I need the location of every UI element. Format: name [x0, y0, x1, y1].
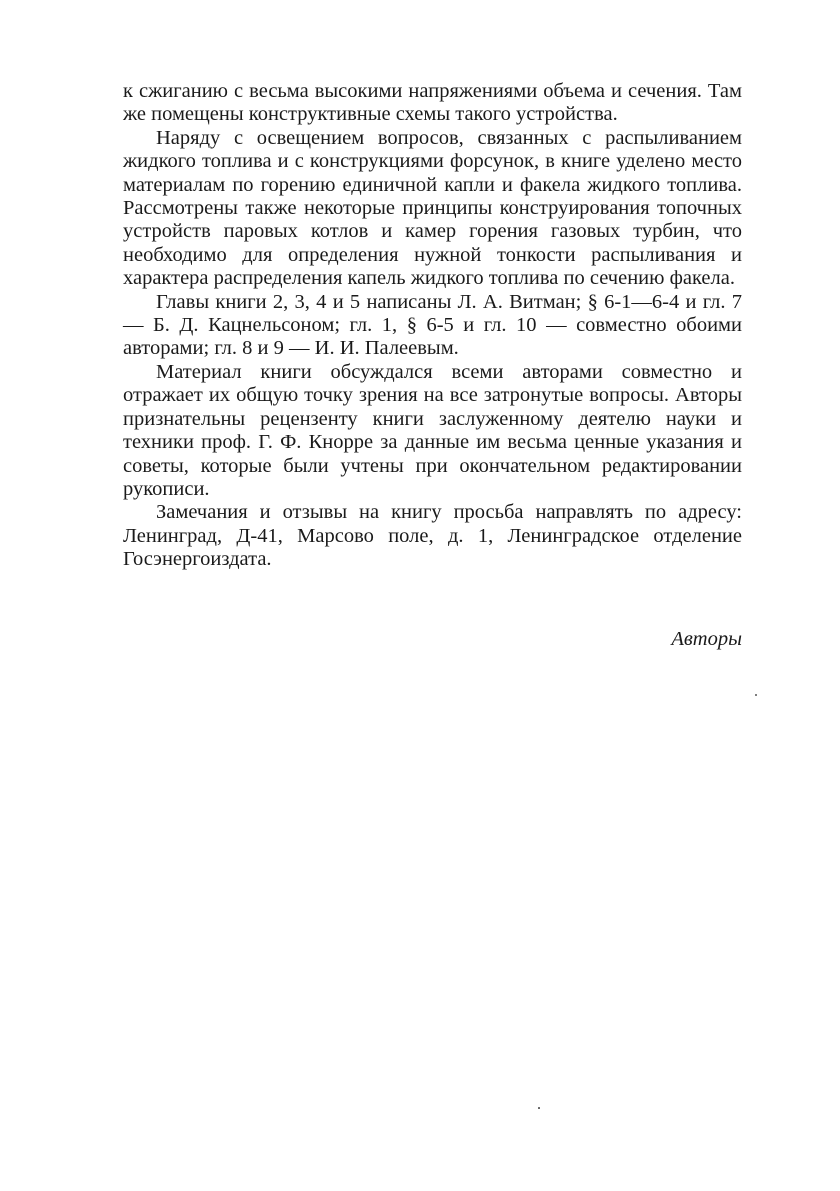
- print-speck: [538, 1107, 540, 1109]
- print-speck: [755, 694, 757, 696]
- paragraph-continuation: к сжиганию с весьма высокими напряжениями объема и сечения. Там же помещены конструктивные схемы такого устройства.: [123, 80, 742, 126]
- paragraph-scope: Наряду с освещением вопросов, связанных с распыливанием жидкого топлива и с конструкциями форсунок, в книге уделено место материалам по горению единичной капли и факела жидкого топлива. Рассмотрены также некоторые принципы конструирования топочных устройств паровых котлов и камер горения газовых турбин, что необходимо для определения нужной тонкости распыливания и характера распределения капель жидкого топлива по сечению факела.: [123, 126, 742, 290]
- authors-signature: Авторы: [671, 628, 742, 650]
- paragraph-feedback-address: Замечания и отзывы на книгу просьба направлять по адресу: Ленинград, Д-41, Марсово поле, д. 1, Ленинградское отделение Госэнергоиздата.: [123, 501, 742, 571]
- paragraph-authorship: Главы книги 2, 3, 4 и 5 написаны Л. А. Витман; § 6-1—6-4 и гл. 7 — Б. Д. Кацнельсоном; гл. 1, § 6-5 и гл. 10 — совместно обоими авторами; гл. 8 и 9 — И. И. Палеевым.: [123, 290, 742, 360]
- paragraph-acknowledgements: Материал книги обсуждался всеми авторами совместно и отражает их общую точку зрения на все затронутые вопросы. Авторы признательны рецензенту книги заслуженному деятелю науки и техники проф. Г. Ф. Кнорре за данные им весьма ценные указания и советы, которые были учтены при окончательном редактировании рукописи.: [123, 360, 742, 500]
- body-text: [123, 80, 742, 572]
